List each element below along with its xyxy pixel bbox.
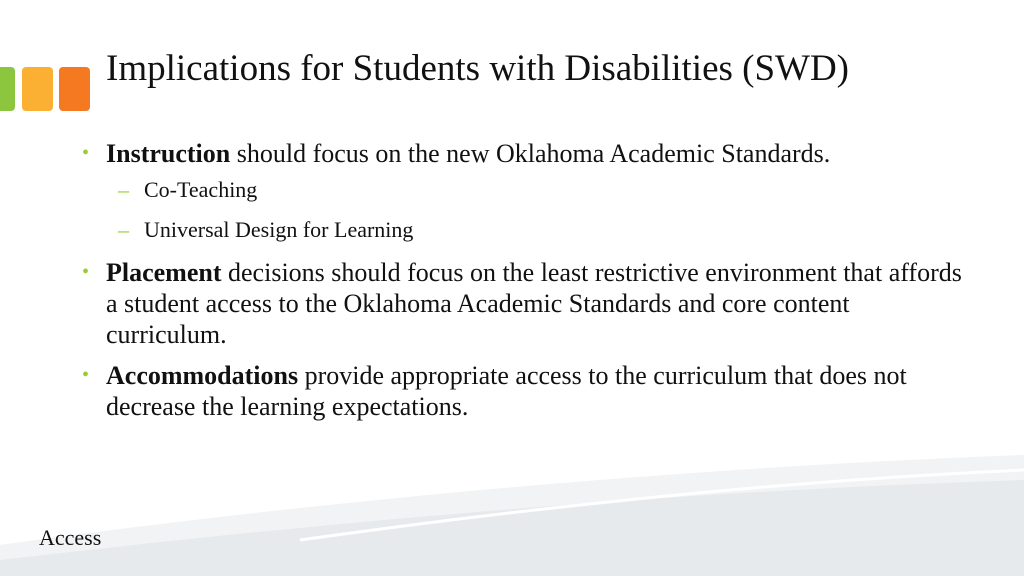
bullet-item bbox=[82, 138, 962, 243]
bullet-item bbox=[82, 257, 962, 350]
sub-bullet-item bbox=[118, 177, 962, 203]
sub-bullet-dash: – bbox=[118, 217, 129, 242]
sub-bullet-list bbox=[118, 177, 962, 243]
accent-block-orange bbox=[59, 67, 90, 111]
sub-bullet-item bbox=[118, 217, 962, 243]
bullet-dot: • bbox=[82, 142, 90, 164]
bullet-lead: Accommodations bbox=[106, 361, 299, 390]
sub-bullet-text: Universal Design for Learning bbox=[144, 217, 414, 242]
bullet-item bbox=[82, 360, 962, 422]
slide-title: Implications for Students with Disabilities (SWD) bbox=[106, 48, 849, 89]
accent-blocks bbox=[0, 0, 100, 120]
sub-bullet-dash: – bbox=[118, 177, 129, 202]
bullet-text: decisions should focus on the least restrictive environment that affords a student access to the Oklahoma Academic Standards and core content curriculum. bbox=[106, 258, 962, 349]
bullet-list bbox=[82, 138, 962, 422]
accent-block-green bbox=[0, 67, 15, 111]
bullet-text: provide appropriate access to the curriculum that does not decrease the learning expectations. bbox=[106, 361, 907, 421]
footer-label: Access bbox=[39, 525, 102, 550]
bullet-dot: • bbox=[82, 364, 90, 386]
bullet-lead: Instruction bbox=[106, 139, 231, 168]
accent-block-yellow bbox=[22, 67, 53, 111]
bullet-lead: Placement bbox=[106, 258, 222, 287]
bullet-dot: • bbox=[82, 261, 90, 283]
bullet-text: should focus on the new Oklahoma Academic Standards. bbox=[230, 139, 831, 168]
sub-bullet-text: Co-Teaching bbox=[144, 177, 258, 202]
